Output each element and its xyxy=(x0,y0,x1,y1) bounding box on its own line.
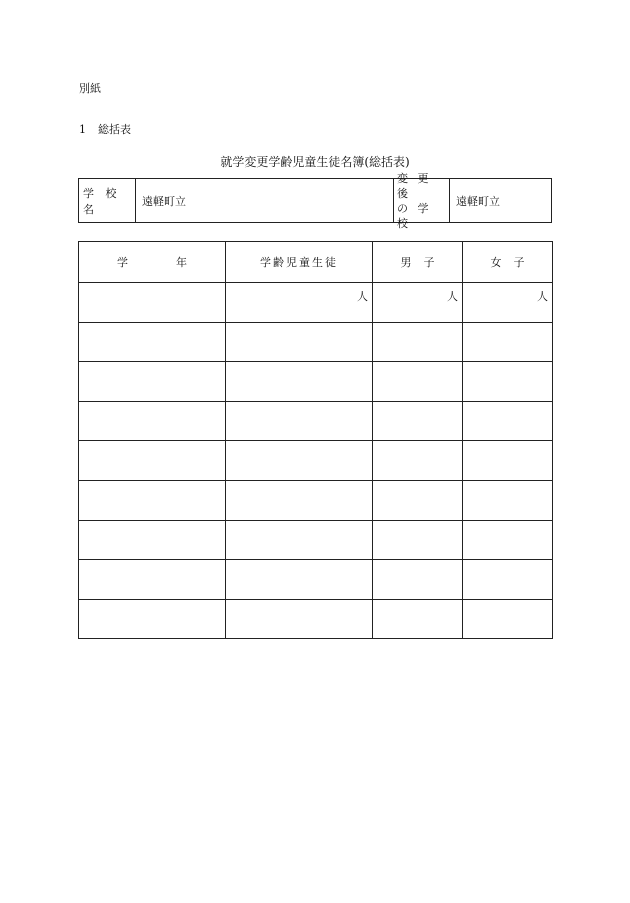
students-cell[interactable] xyxy=(226,599,373,639)
header-grade: 学 年 xyxy=(79,242,226,283)
table-row xyxy=(79,599,553,639)
unit-label: 人 xyxy=(357,290,368,303)
grade-cell[interactable] xyxy=(79,283,226,323)
female-cell[interactable] xyxy=(463,520,553,560)
grade-cell[interactable] xyxy=(79,480,226,520)
female-cell[interactable] xyxy=(463,283,553,323)
section-heading xyxy=(79,121,131,137)
female-cell[interactable] xyxy=(463,362,553,402)
section-number: 1 xyxy=(79,123,86,136)
table-row xyxy=(79,362,553,402)
table-row xyxy=(79,283,553,323)
female-cell[interactable] xyxy=(463,441,553,481)
changed-school-field[interactable]: 遠軽町立 xyxy=(456,194,500,208)
students-cell[interactable] xyxy=(226,322,373,362)
header-students: 学齢児童生徒 xyxy=(226,242,373,283)
grade-cell[interactable] xyxy=(79,560,226,600)
school-info-box xyxy=(78,171,552,230)
male-cell[interactable] xyxy=(373,441,463,481)
header-female: 女 子 xyxy=(463,242,553,283)
changed-school-label-line1: 変 更 後 xyxy=(397,171,432,200)
male-cell[interactable] xyxy=(373,599,463,639)
document-title: 就学変更学齢児童生徒名簿(総括表) xyxy=(220,155,410,169)
table-header-row xyxy=(79,242,553,283)
table-row xyxy=(79,401,553,441)
grade-cell[interactable] xyxy=(79,401,226,441)
grade-cell[interactable] xyxy=(79,599,226,639)
male-cell[interactable] xyxy=(373,283,463,323)
female-cell[interactable] xyxy=(463,401,553,441)
students-cell[interactable] xyxy=(226,362,373,402)
school-name-label: 学 校 名 xyxy=(79,179,136,222)
attachment-label: 別紙 xyxy=(79,82,101,95)
male-cell[interactable] xyxy=(373,362,463,402)
male-cell[interactable] xyxy=(373,520,463,560)
grade-cell[interactable] xyxy=(79,441,226,481)
female-cell[interactable] xyxy=(463,322,553,362)
changed-school-label-line2: の 学 校 xyxy=(397,201,432,230)
students-cell[interactable] xyxy=(226,401,373,441)
student-summary-table xyxy=(78,241,553,639)
students-cell[interactable] xyxy=(226,520,373,560)
male-cell[interactable] xyxy=(373,401,463,441)
female-cell[interactable] xyxy=(463,599,553,639)
male-cell[interactable] xyxy=(373,322,463,362)
table-row xyxy=(79,560,553,600)
male-cell[interactable] xyxy=(373,480,463,520)
students-cell[interactable] xyxy=(226,441,373,481)
grade-cell[interactable] xyxy=(79,520,226,560)
grade-cell[interactable] xyxy=(79,362,226,402)
school-name-field[interactable]: 遠軽町立 xyxy=(136,179,394,222)
female-cell[interactable] xyxy=(463,560,553,600)
unit-label: 人 xyxy=(537,290,548,303)
table-row xyxy=(79,480,553,520)
table-row xyxy=(79,441,553,481)
section-title: 総括表 xyxy=(98,123,131,136)
male-cell[interactable] xyxy=(373,560,463,600)
unit-label: 人 xyxy=(447,290,458,303)
female-cell[interactable] xyxy=(463,480,553,520)
students-cell[interactable] xyxy=(226,560,373,600)
header-male: 男 子 xyxy=(373,242,463,283)
changed-school-label xyxy=(394,171,450,230)
students-cell[interactable] xyxy=(226,283,373,323)
table-row xyxy=(79,322,553,362)
grade-cell[interactable] xyxy=(79,322,226,362)
students-cell[interactable] xyxy=(226,480,373,520)
table-row xyxy=(79,520,553,560)
